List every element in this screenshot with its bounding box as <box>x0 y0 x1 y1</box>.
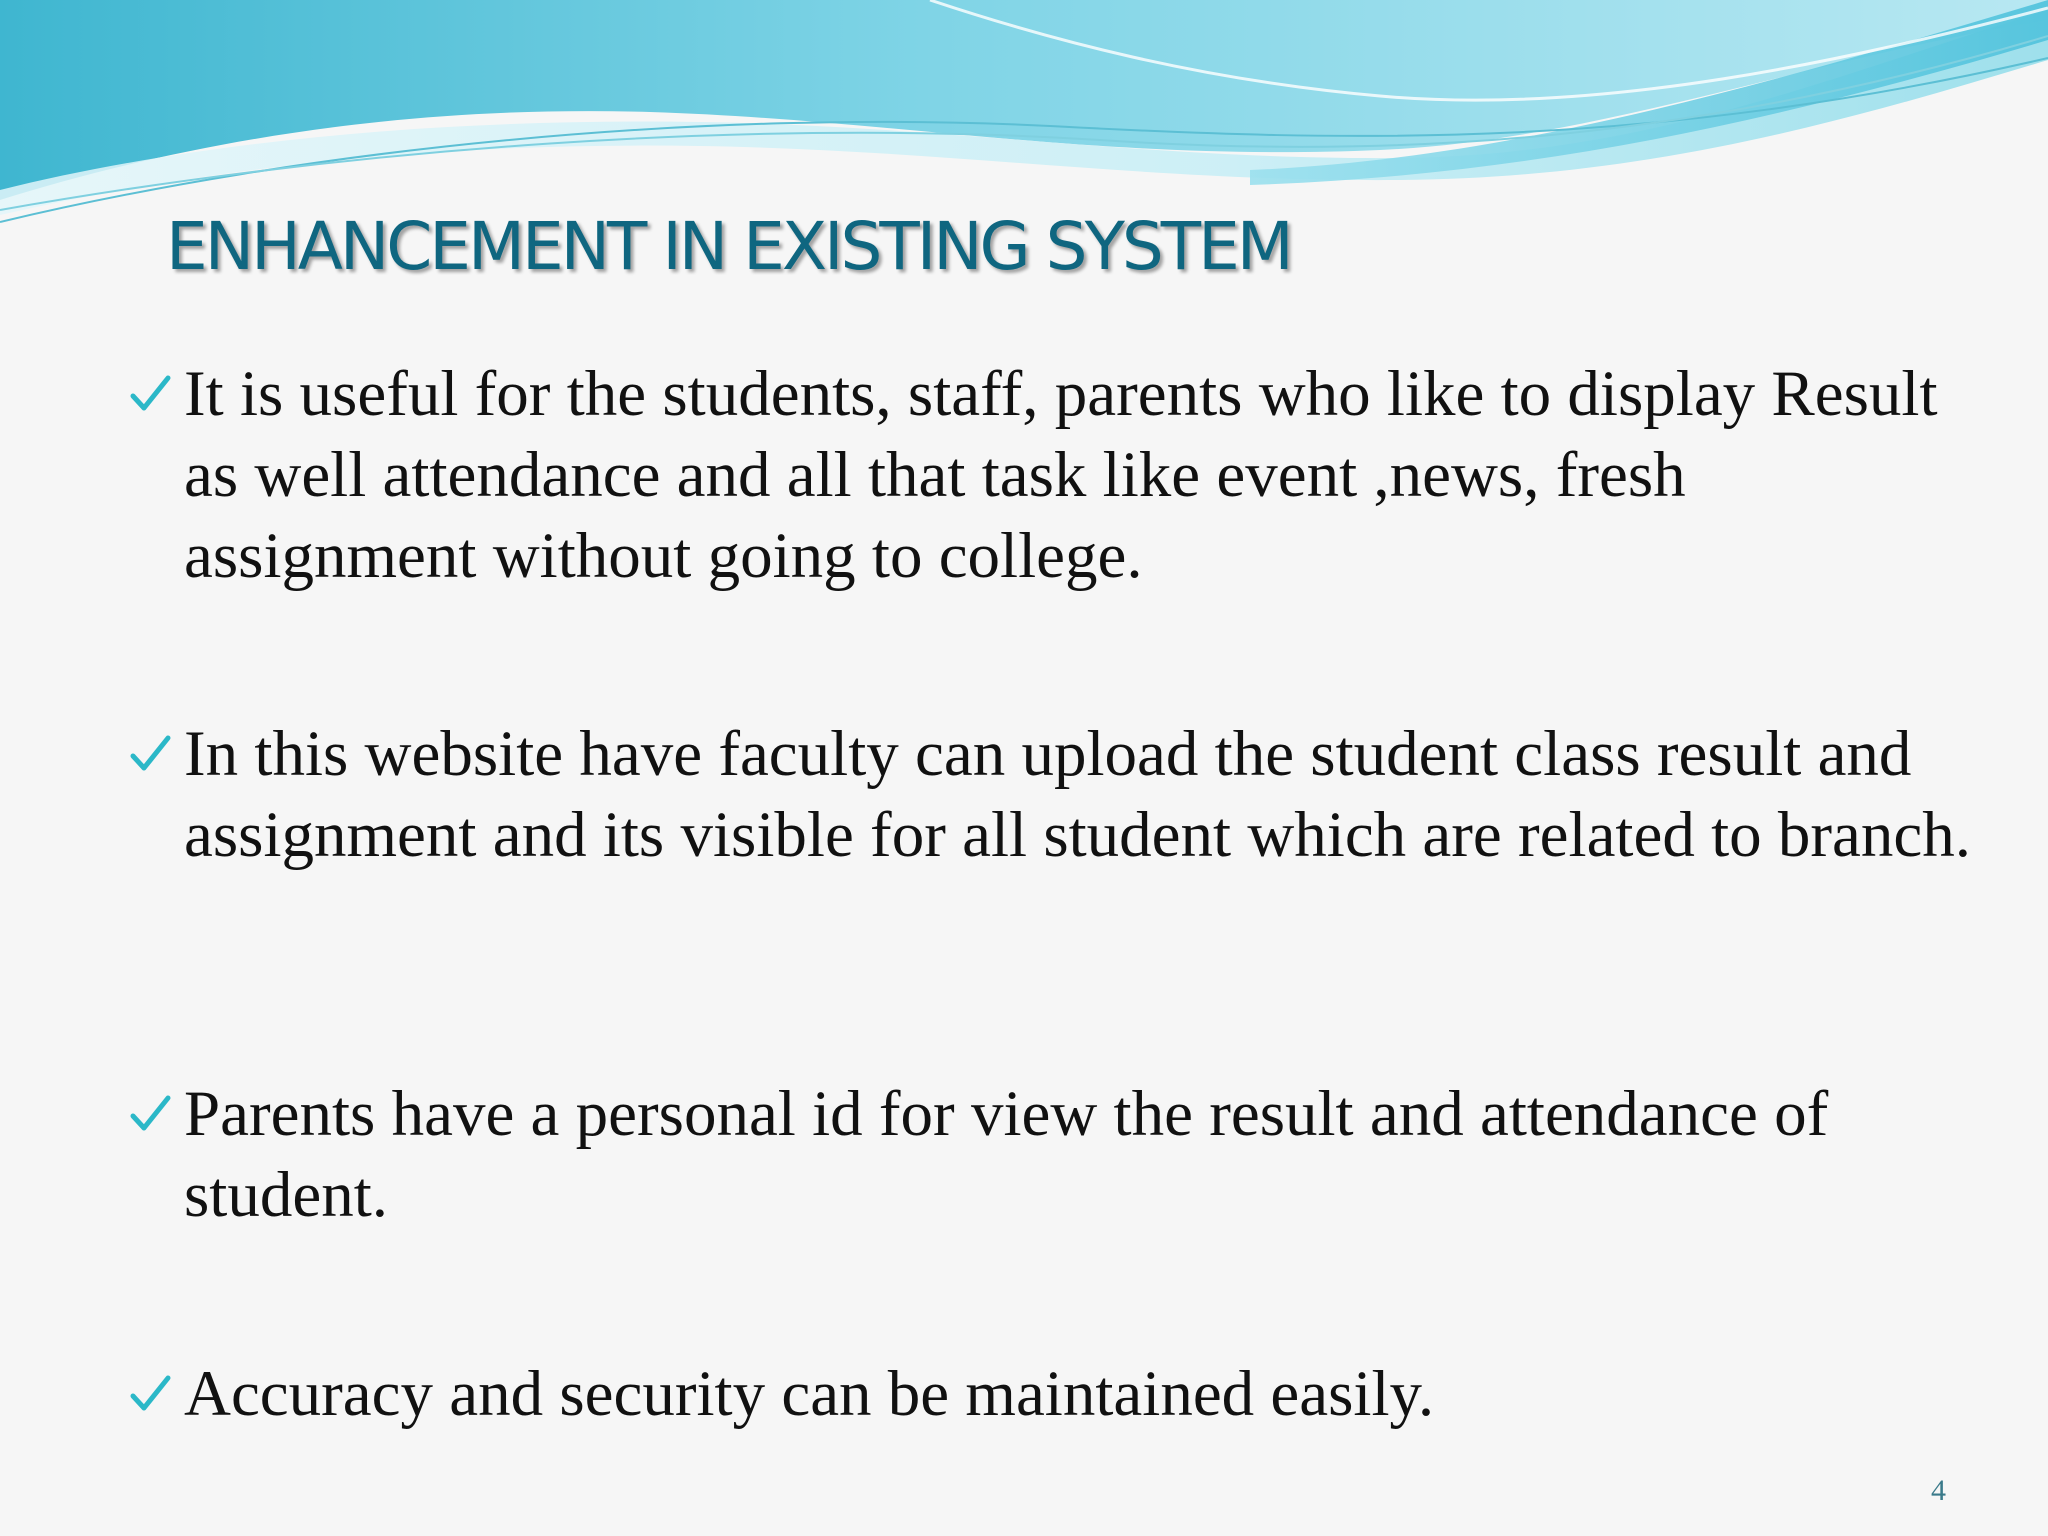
checkmark-icon <box>128 1092 172 1136</box>
bullet-item <box>128 714 1988 876</box>
bullet-text: In this website have faculty can upload the student class result and assignment and its visible for all student which are related to branch. <box>184 718 1971 871</box>
bullet-text: Accuracy and security can be maintained easily. <box>184 1358 1435 1430</box>
checkmark-icon <box>128 1372 172 1416</box>
slide-title: ENHANCEMENT IN EXISTING SYSTEM <box>166 208 1291 285</box>
bullet-item <box>128 1354 1988 1435</box>
bullet-text: Parents have a personal id for view the result and attendance of student. <box>184 1078 1829 1231</box>
bullet-item <box>128 354 1988 597</box>
page-number: 4 <box>1931 1474 1946 1507</box>
checkmark-icon <box>128 372 172 416</box>
bullet-text: It is useful for the students, staff, parents who like to display Result as well attendance and all that task like event ,news, fresh assignment without going to college. <box>184 358 1938 592</box>
checkmark-icon <box>128 732 172 776</box>
bullet-item <box>128 1074 1988 1236</box>
